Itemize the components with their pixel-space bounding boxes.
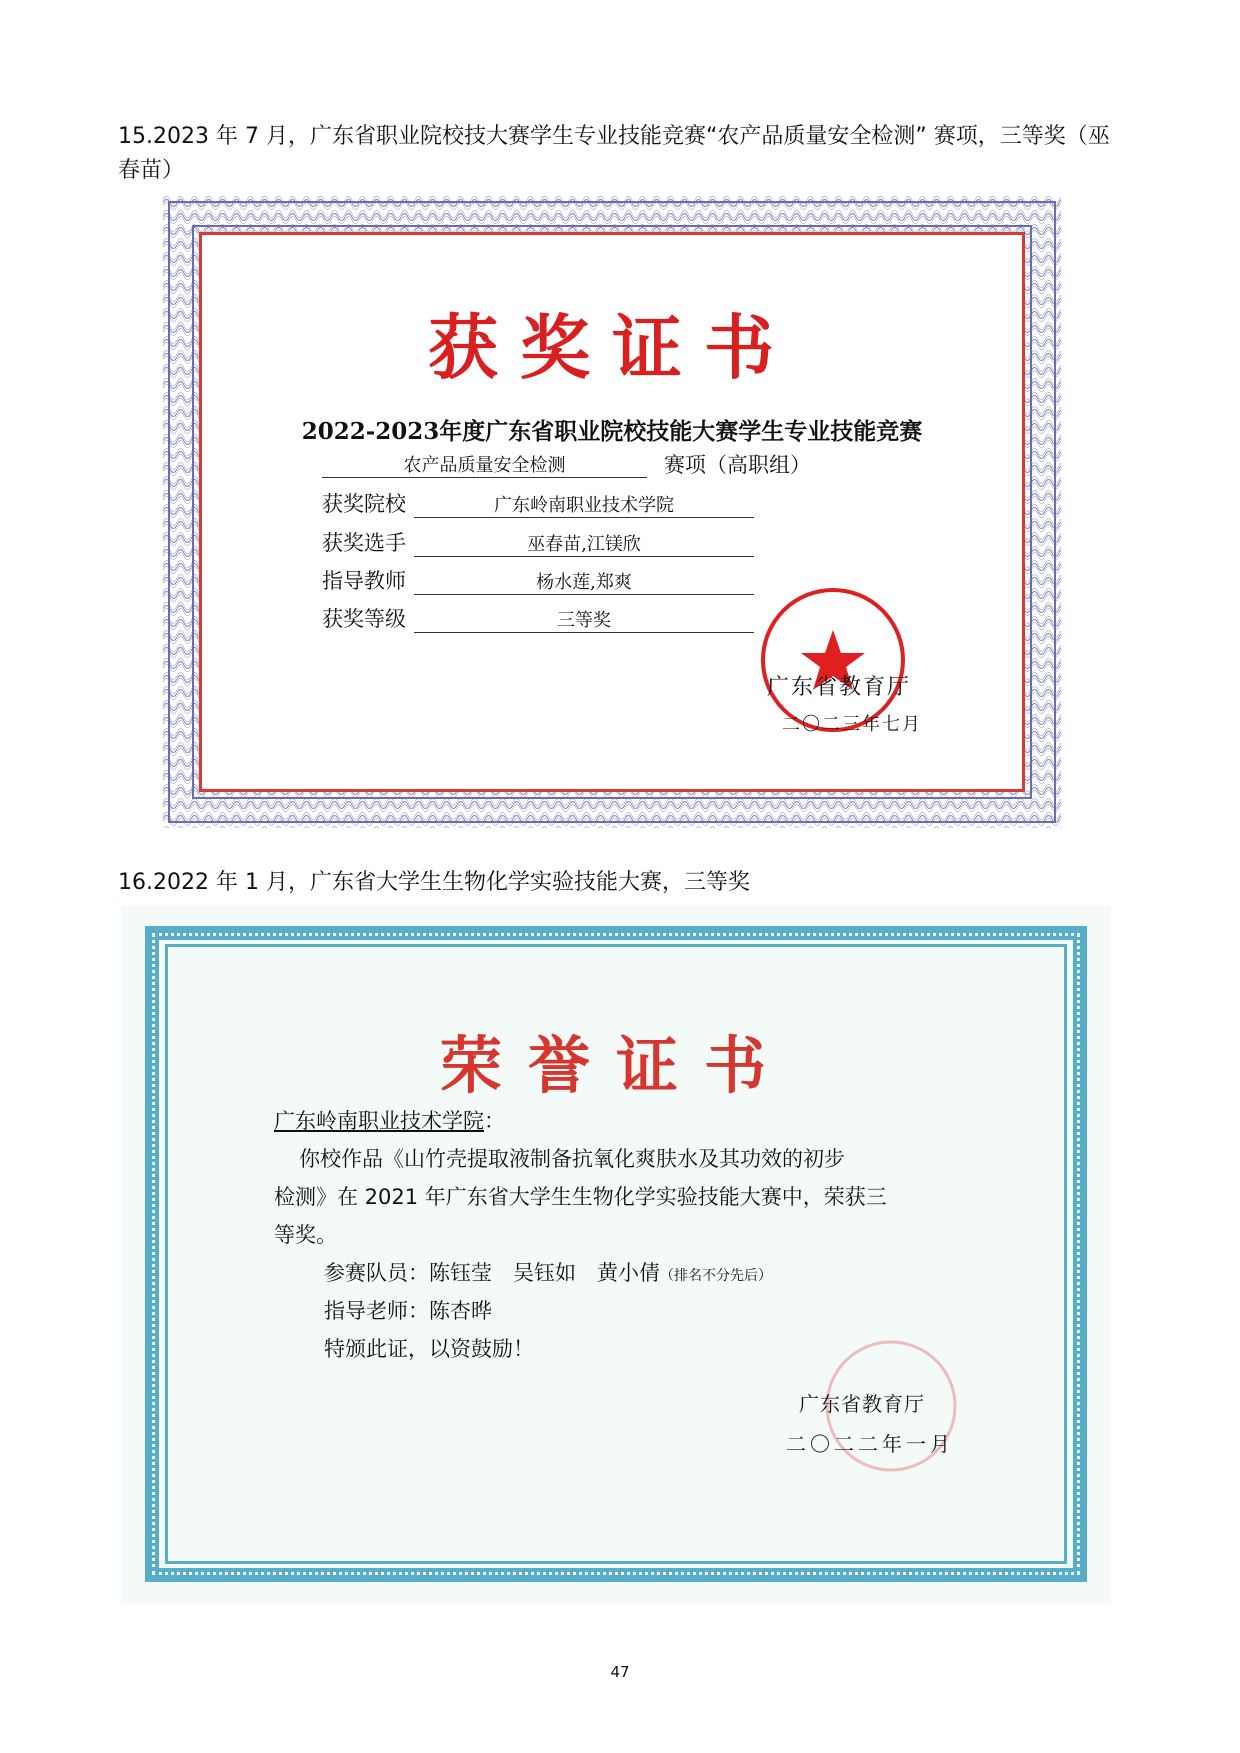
issue-date: 二〇二三年七月 <box>782 714 922 735</box>
certificate-title: 荣誉证书 <box>439 1029 792 1102</box>
body-line-2: 检测》在 2021 年广东省大学生生物化学实验技能大赛中，荣获三 <box>274 1185 887 1209</box>
advisors-label: 指导教师 <box>322 569 406 593</box>
honor-certificate-2 <box>121 906 1111 1604</box>
advisors-value: 杨水莲,郑爽 <box>414 568 754 595</box>
issuer-name: 广东省教育厅 <box>799 1392 925 1416</box>
certificate-title: 获奖证书 <box>428 306 796 389</box>
team-note: （排名不分先后） <box>660 1268 772 1284</box>
page-number: 47 <box>610 1663 630 1681</box>
recipient-school: 广东岭南职业技术学院 <box>274 1109 484 1133</box>
recipient-line <box>274 1102 954 1140</box>
issue-date: 二〇二二年一月 <box>786 1432 954 1456</box>
contestants-label: 获奖选手 <box>322 531 406 555</box>
issuer-name: 广东省教育厅 <box>767 675 912 700</box>
school-value: 广东岭南职业技术学院 <box>414 491 754 518</box>
contestants-value: 巫春苗,江镁欣 <box>414 530 754 557</box>
competition-name: 2022-2023年度广东省职业院校技能大赛学生专业技能竞赛 <box>301 418 923 445</box>
colon: ： <box>484 1109 505 1133</box>
event-suffix: 赛项（高职组） <box>664 453 811 477</box>
body-line-1: 你校作品《山竹壳提取液制备抗氧化爽肤水及其功效的初步 <box>299 1147 845 1171</box>
caption-item-15: 15.2023 年 7 月，广东省职业院校技大赛学生专业技能竞赛“农产品质量安全检测” 赛项，三等奖（巫春苗） <box>118 124 1110 183</box>
team-members: 吴钰如 黄小倩 <box>513 1261 660 1285</box>
caption-item-16: 16.2022 年 1 月，广东省大学生生物化学实验技能大赛，三等奖 <box>118 870 750 895</box>
award-certificate-1 <box>163 196 1061 828</box>
certificate-inner-panel <box>199 232 1025 792</box>
school-label: 获奖院校 <box>322 492 406 516</box>
body-line-3: 等奖。 <box>274 1223 337 1247</box>
advisor-line: 指导老师：陈杏晔 <box>324 1299 492 1323</box>
closing-line: 特颁此证，以资鼓励！ <box>324 1337 534 1361</box>
event-name-value: 农产品质量安全检测 <box>322 451 647 478</box>
level-label: 获奖等级 <box>322 607 406 631</box>
level-value: 三等奖 <box>414 606 754 633</box>
team-line <box>324 1254 772 1295</box>
team-label: 参赛队员：陈钰莹 <box>324 1261 492 1285</box>
